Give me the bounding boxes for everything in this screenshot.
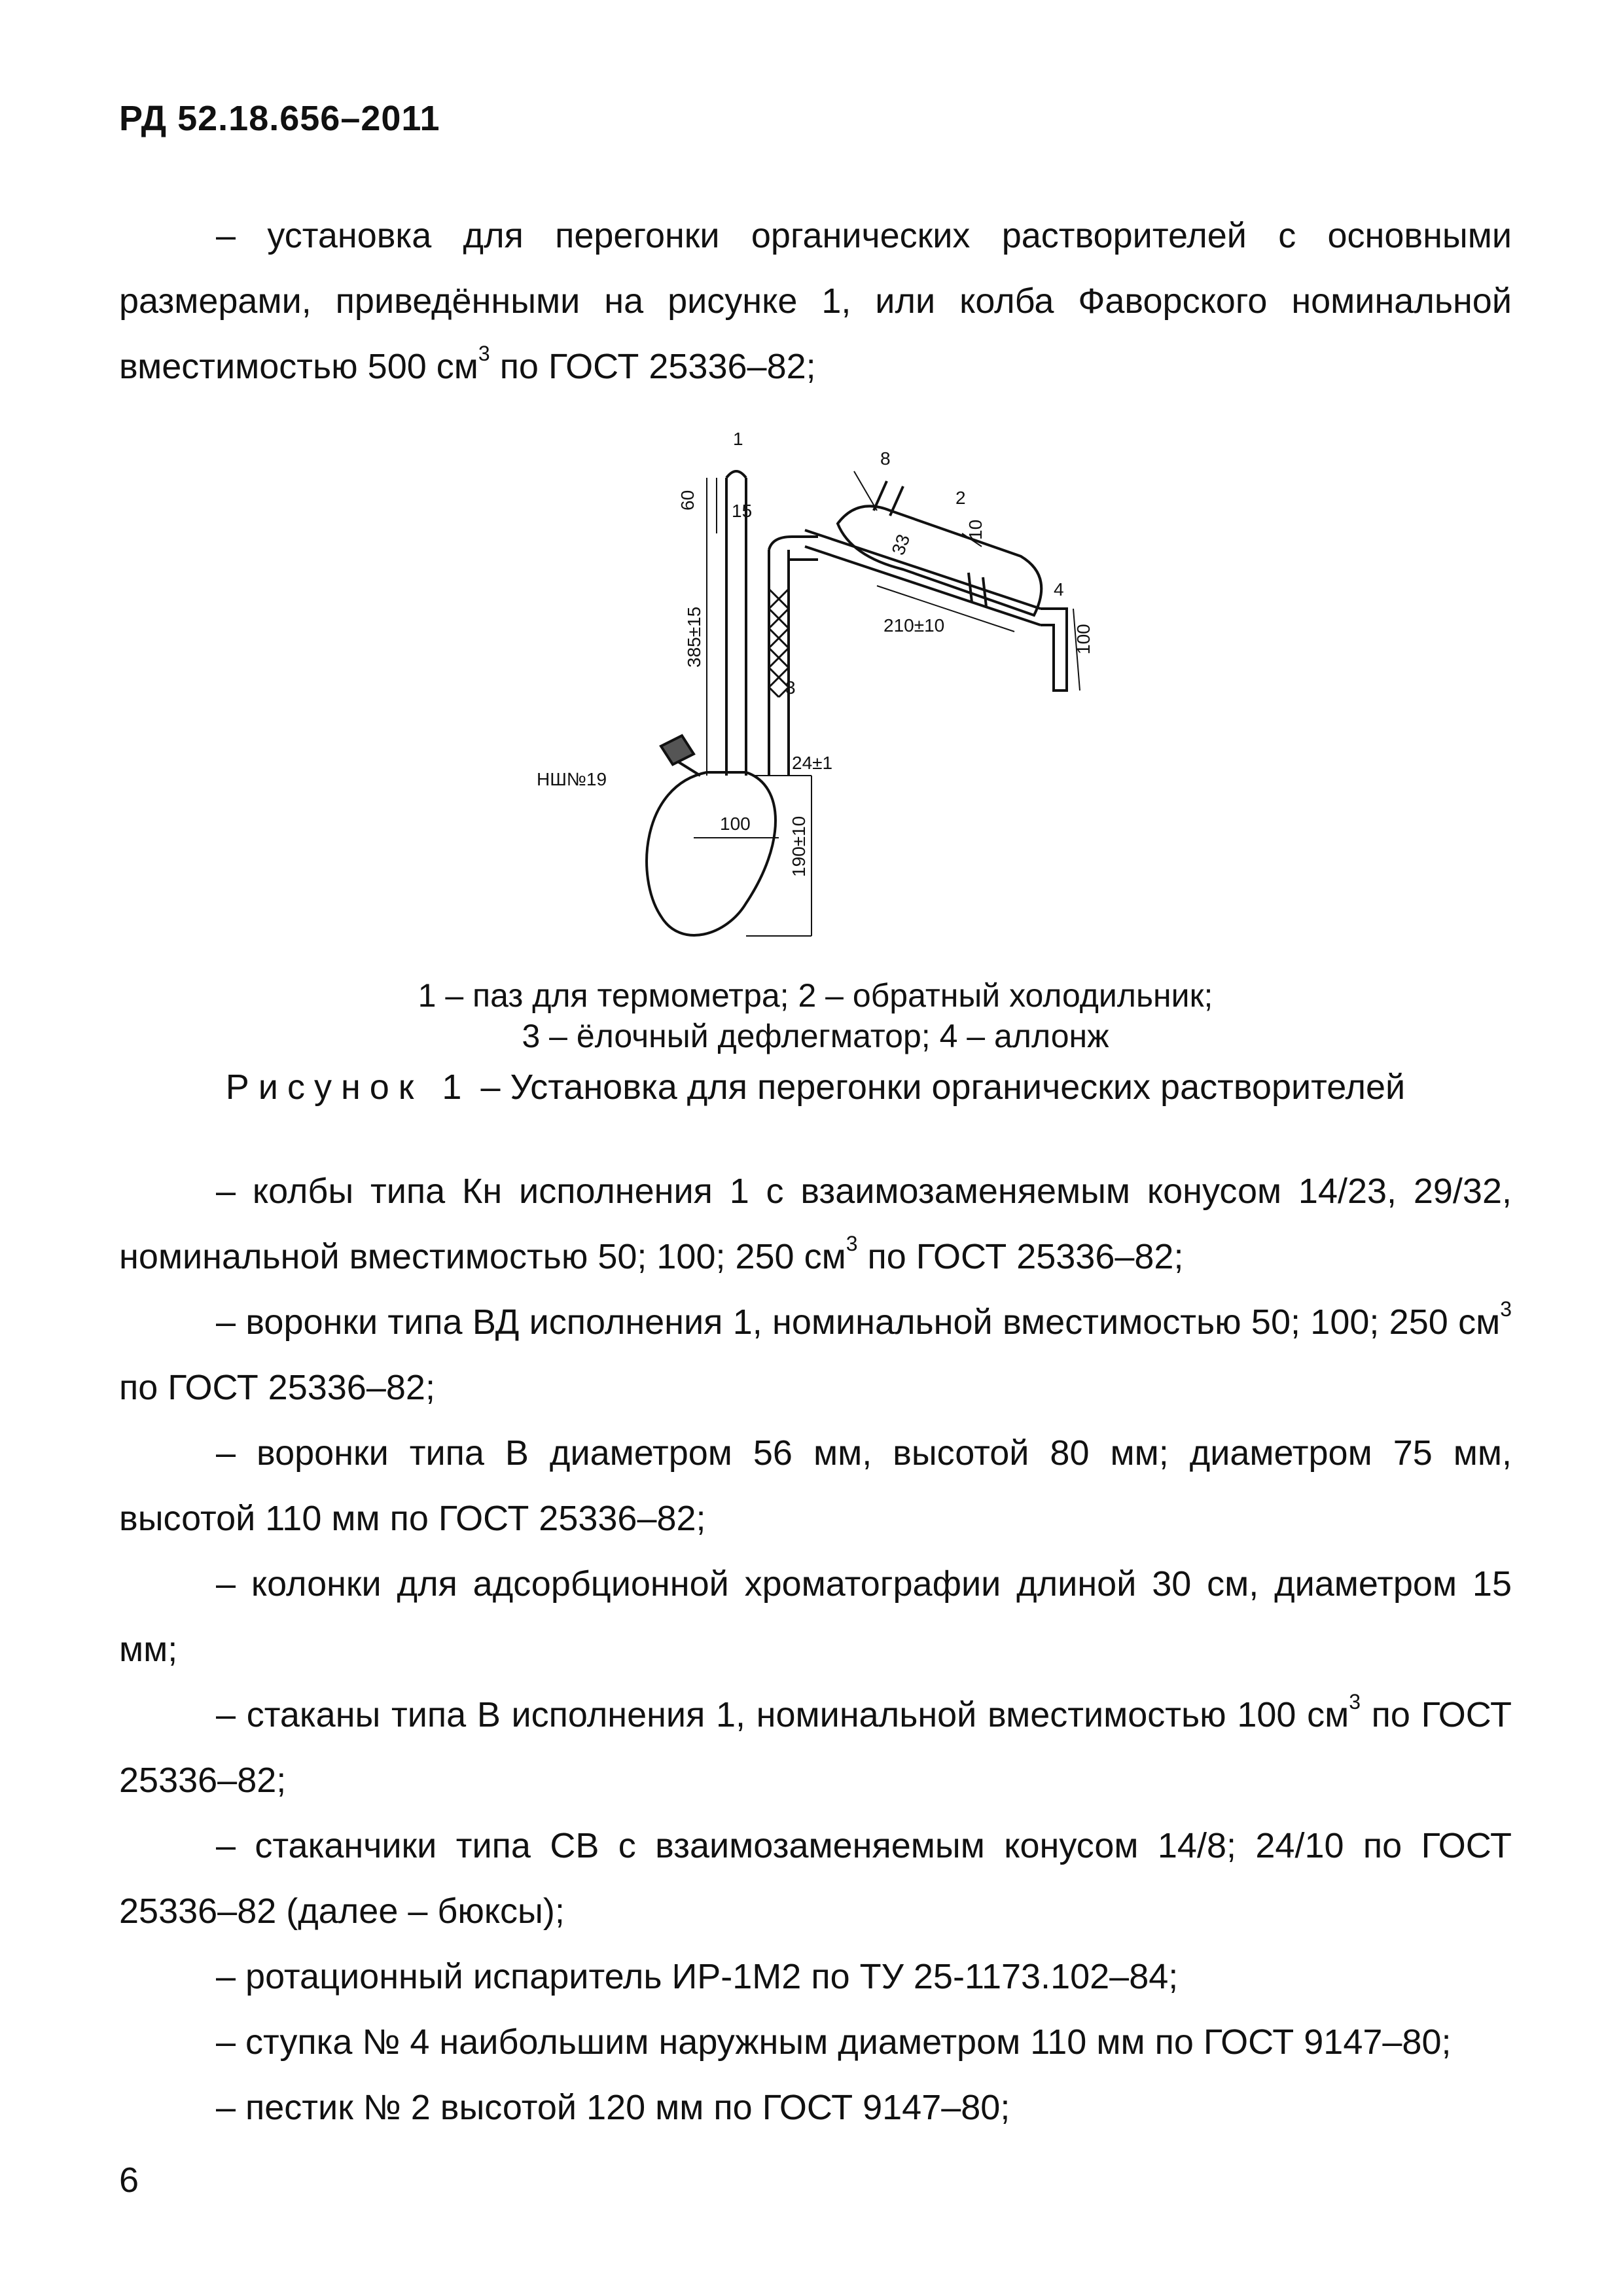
equipment-list [119, 1158, 1512, 2140]
dim-385: 385±15 [684, 606, 704, 668]
list-item: – воронки типа В диаметром 56 мм, высотой 80 мм; диаметром 75 мм, высотой 110 мм по ГОСТ 25336–82; [119, 1433, 1512, 1538]
label-1: 1 [733, 429, 743, 449]
document-code-header: РД 52.18.656–2011 [119, 99, 440, 138]
legend-line-1: 1 – паз для термометра; 2 – обратный холодильник; [418, 977, 1213, 1014]
page-number: 6 [119, 2161, 139, 2200]
dim-100-horizontal: 100 [720, 814, 751, 834]
dim-210: 210±10 [883, 615, 945, 636]
label-4: 4 [1054, 579, 1064, 600]
apparatus-drawing [510, 419, 1099, 962]
list-item: – колбы типа Кн исполнения 1 с взаимозаменяемым конусом 14/23, 29/32, номинальной вместимостью 50; 100; 250 $см^3$ по ГОСТ 25336–82; [119, 1172, 1512, 1276]
list-item: – пестик № 2 высотой 120 мм по ГОСТ 9147–80; [216, 2088, 1010, 2127]
list-item: – ступка № 4 наибольшим наружным диаметром 110 мм по ГОСТ 9147–80; [216, 2022, 1452, 2062]
legend-line-2: 3 – ёлочный дефлегматор; 4 – аллонж [522, 1018, 1109, 1054]
label-3: 3 [785, 677, 796, 698]
intro-block [119, 203, 1512, 399]
figure-legend [119, 975, 1512, 1056]
dim-15: 15 [732, 501, 753, 521]
dim-10: 10 [965, 519, 986, 540]
list-item: – колонки для адсорбционной хроматографии длиной 30 см, диаметром 15 мм; [119, 1564, 1512, 1669]
list-item: – ротационный испаритель ИР-1М2 по ТУ 25-1173.102–84; [216, 1957, 1179, 1996]
intro-paragraph: – установка для перегонки органических растворителей с основными размерами, приведёнными на рисунке 1, или колба Фаворского номинальной вместимостью 500 $см^3$ по ГОСТ 25336–82; [119, 216, 1512, 386]
dim-60: 60 [677, 490, 698, 511]
label-2: 2 [955, 488, 966, 508]
caption-label: Рисунок 1 [225, 1067, 471, 1107]
list-item: – воронки типа ВД исполнения 1, номинальной вместимостью 50; 100; 250 $см^3$ по ГОСТ 25336–82; [119, 1297, 1512, 1407]
label-nsh19: НШ№19 [537, 769, 607, 789]
dim-100-vertical: 100 [1073, 624, 1094, 655]
distillation-apparatus-figure [510, 419, 1099, 962]
figure-caption [119, 1067, 1512, 1107]
list-item: – стаканы типа В исполнения 1, номинальной вместимостью 100 $см^3$ по ГОСТ 25336–82; [119, 1690, 1512, 1800]
dim-24: 24±1 [792, 753, 833, 773]
list-item: – стаканчики типа СВ с взаимозаменяемым конусом 14/8; 24/10 по ГОСТ 25336–82 (далее – бюксы); [119, 1826, 1512, 1931]
label-8: 8 [880, 448, 891, 469]
caption-text: – Установка для перегонки органических растворителей [471, 1067, 1406, 1107]
dim-33: 33 [887, 531, 914, 558]
dim-190: 190±10 [789, 816, 809, 877]
